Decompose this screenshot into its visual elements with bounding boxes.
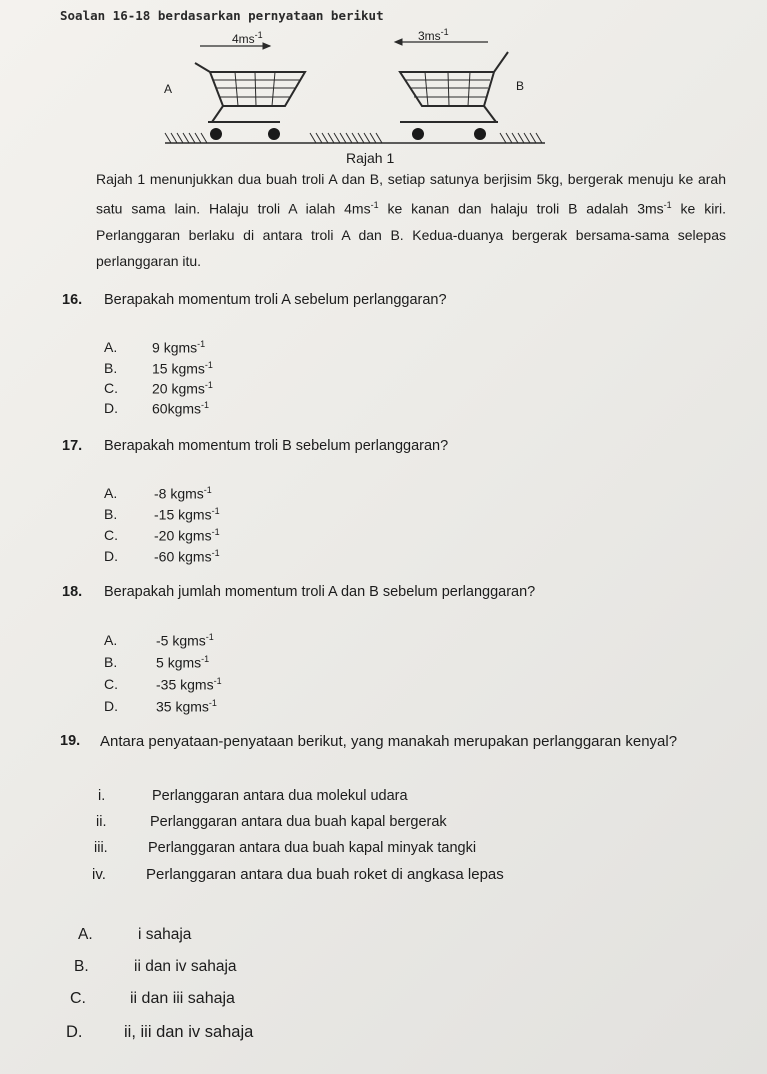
paragraph-text-1: Rajah 1 menunjukkan dua buah troli A dan B, setiap satunya berjisim 5kg, bergerak menuju ke arah satu sama lain. Halaju troli A ialah 4ms xyxy=(96,171,726,217)
wheel-b-left xyxy=(412,128,424,140)
superscript: -1 xyxy=(370,200,379,210)
question-17 xyxy=(62,438,82,454)
option-letter: A. xyxy=(78,926,93,943)
option-value: -8 kgms$^{-1}$ xyxy=(154,485,212,502)
option-value: 15 kgms$^{-1}$ xyxy=(152,360,213,377)
statement-text: Perlanggaran antara dua buah roket di angkasa lepas xyxy=(146,866,504,883)
option-value: 5 kgms$^{-1}$ xyxy=(156,654,210,671)
statement-roman: iv. xyxy=(92,866,106,883)
trolley-label-a: A xyxy=(164,82,173,96)
option-value: 35 kgms$^{-1}$ xyxy=(156,698,217,715)
statement-roman: iii. xyxy=(94,840,108,856)
option-letter: B. xyxy=(104,654,118,670)
option-value: ii, iii dan iv sahaja xyxy=(124,1023,254,1041)
question-16-text: Berapakah momentum troli A sebelum perlanggaran? xyxy=(104,292,447,308)
statement-text: Perlanggaran antara dua molekul udara xyxy=(152,788,408,804)
question-number: 19. xyxy=(60,733,81,749)
wheel-a-right xyxy=(268,128,280,140)
option-letter: D. xyxy=(104,548,118,564)
question-16 xyxy=(62,292,82,308)
velocity-arrowhead-b xyxy=(395,39,402,45)
wheel-a-left xyxy=(210,128,222,140)
option-value: -15 kgms$^{-1}$ xyxy=(154,506,220,523)
statement-text: Perlanggaran antara dua buah kapal minyak tangki xyxy=(148,840,477,856)
statement-roman: i. xyxy=(98,788,106,804)
option-letter: D. xyxy=(104,698,118,714)
option-value: -20 kgms$^{-1}$ xyxy=(154,527,220,544)
paragraph-text-3: ke kiri. Perlanggaran berlaku di antara troli A dan B. Kedua-duanya bergerak bersama-sama selepas perlanggaran itu. xyxy=(96,200,726,269)
option-letter: A. xyxy=(104,632,118,648)
option-letter: C. xyxy=(104,527,118,543)
question-number: 16. xyxy=(62,292,83,308)
option-letter: B. xyxy=(74,958,89,975)
speed-label-a: $4ms^{-1}$ xyxy=(232,30,263,46)
problem-paragraph xyxy=(96,166,726,274)
trolley-b xyxy=(400,52,508,122)
option-letter: B. xyxy=(104,360,118,376)
option-value: 20 kgms$^{-1}$ xyxy=(152,380,213,397)
option-value: ii dan iv sahaja xyxy=(134,958,237,975)
question-18 xyxy=(62,584,82,600)
velocity-arrowhead-a xyxy=(263,43,270,49)
trolley-a xyxy=(195,63,305,122)
option-letter: C. xyxy=(104,676,118,692)
question-17-text: Berapakah momentum troli B sebelum perlanggaran? xyxy=(104,438,449,454)
option-letter: C. xyxy=(104,380,118,396)
option-value: -60 kgms$^{-1}$ xyxy=(154,548,220,565)
option-letter: A. xyxy=(104,339,118,355)
figure-caption: Rajah 1 xyxy=(346,150,395,166)
trolley-label-b: B xyxy=(516,79,525,93)
option-value: ii dan iii sahaja xyxy=(130,990,235,1007)
option-letter: A. xyxy=(104,485,118,501)
option-value: i sahaja xyxy=(138,926,192,943)
paragraph-text-2: ke kanan dan halaju troli B adalah 3ms xyxy=(378,200,664,217)
option-value: -5 kgms$^{-1}$ xyxy=(156,632,214,649)
wheel-b-right xyxy=(474,128,486,140)
option-letter: D. xyxy=(66,1023,83,1041)
statement-roman: ii. xyxy=(96,814,107,830)
speed-label-b: $3ms^{-1}$ xyxy=(418,27,449,43)
trolley-diagram xyxy=(150,22,560,170)
question-19 xyxy=(60,733,80,749)
section-heading: Soalan 16-18 berdasarkan pernyataan berikut xyxy=(60,8,384,23)
statement-text: Perlanggaran antara dua buah kapal bergerak xyxy=(150,814,447,830)
question-18-text: Berapakah jumlah momentum troli A dan B sebelum perlanggaran? xyxy=(104,584,536,600)
option-value: -35 kgms$^{-1}$ xyxy=(156,676,222,693)
trolley-figure xyxy=(150,22,560,170)
question-number: 17. xyxy=(62,438,83,454)
option-value: 9 kgms$^{-1}$ xyxy=(152,339,206,356)
question-number: 18. xyxy=(62,584,83,600)
question-19-text: Antara penyataan-penyataan berikut, yang manakah merupakan perlanggaran kenyal? xyxy=(100,733,678,750)
option-letter: C. xyxy=(70,990,86,1007)
option-letter: B. xyxy=(104,506,118,522)
option-letter: D. xyxy=(104,400,118,416)
option-value: 60kgms$^{-1}$ xyxy=(152,400,210,417)
superscript: -1 xyxy=(663,200,672,210)
